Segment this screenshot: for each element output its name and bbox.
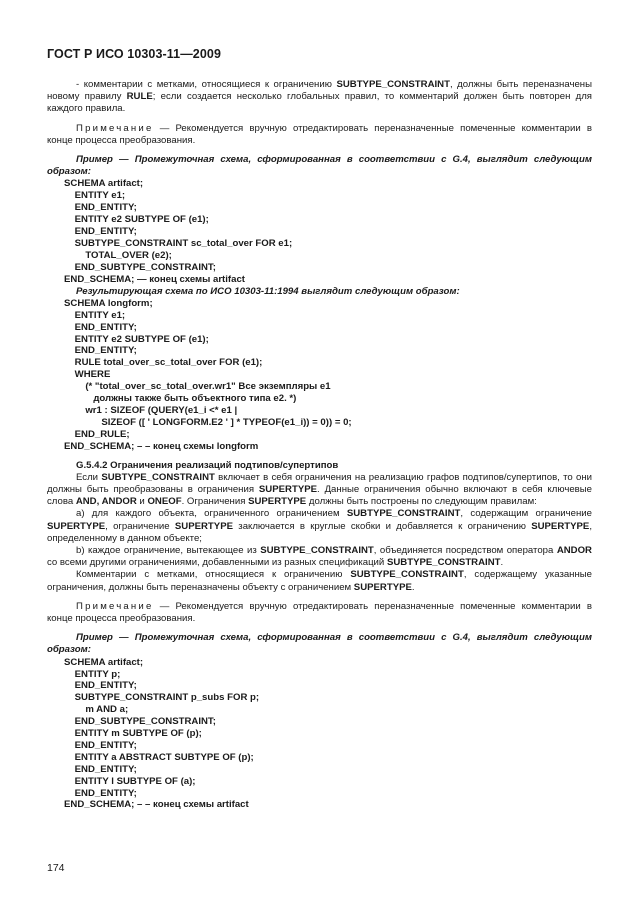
code-line: END_SUBTYPE_CONSTRAINT;	[64, 261, 216, 273]
example-2-intro: Пример — Промежуточная схема, сформированная в соответствии с G.4, выглядит следующим образом:	[47, 632, 592, 656]
code-line: ENTITY a ABSTRACT SUBTYPE OF (p);	[64, 751, 254, 763]
code-line: ENTITY l SUBTYPE OF (a);	[64, 775, 196, 787]
page-header: ГОСТ Р ИСО 10303-11—2009	[47, 47, 222, 61]
text-run: SUBTYPE_CONSTRAINT	[346, 508, 461, 520]
note-text: — Рекомендуется вручную отредактировать переназначенные помеченные комментарии в конце процесса преобразования.	[47, 122, 592, 146]
code-line: должны также быть объектного типа e2. *)	[64, 393, 297, 405]
code-line: END_ENTITY;	[64, 763, 137, 775]
code-line: END_ENTITY;	[64, 321, 137, 333]
text-run: b) каждое ограничение, вытекающее из	[76, 544, 261, 556]
text-run: .	[411, 581, 415, 593]
code-line: END_SCHEMA; – – конец схемы artifact	[64, 799, 249, 811]
text-run: , ограничение	[105, 520, 175, 532]
code-line: END_SUBTYPE_CONSTRAINT;	[64, 716, 216, 728]
code-line: END_ENTITY;	[64, 787, 137, 799]
code-line: END_SCHEMA; — конец схемы artifact	[64, 273, 245, 285]
result-intro: Результирующая схема по ИСО 10303-11:1994 выглядит следующим образом:	[76, 285, 460, 297]
text-run: SUBTYPE_CONSTRAINT	[386, 557, 501, 569]
text-run: SUPERTYPE	[531, 520, 590, 532]
text-run: , содержащему указанные ограничения, должны быть переназначены объекту с ограничением	[47, 569, 593, 593]
code-line: ENTITY e1;	[64, 190, 126, 202]
text-run: . Ограничения	[181, 496, 249, 508]
text-run: .	[500, 557, 504, 569]
text-run: SUPERTYPE	[248, 496, 307, 508]
text-run: ; если создается несколько глобальных правил, то комментарий должен быть повторен для каждого правила.	[47, 91, 592, 115]
text-run: SUBTYPE_CONSTRAINT	[336, 79, 450, 90]
text-run: , объединяется посредством оператора	[373, 544, 557, 556]
code-line: SCHEMA artifact;	[64, 656, 144, 668]
list-item-b	[47, 545, 592, 569]
section-paragraph-1	[47, 472, 592, 509]
text-run: SUBTYPE_CONSTRAINT	[101, 471, 215, 483]
page-content	[47, 79, 592, 811]
code-line: SUBTYPE_CONSTRAINT p_subs FOR p;	[64, 692, 260, 704]
text-run: SUBTYPE_CONSTRAINT	[260, 544, 374, 556]
text-run: RULE	[126, 91, 153, 103]
code-line: wr1 : SIZEOF (QUERY(e1_i <* e1 |	[64, 404, 238, 416]
code-listing-longform	[47, 298, 592, 453]
text-run: заключается в круглые скобки и добавляется к ограничению	[233, 520, 532, 532]
text-run: SUPERTYPE	[47, 520, 106, 532]
text-run: SUPERTYPE	[174, 520, 233, 532]
code-line: END_RULE;	[64, 428, 130, 440]
text-run: Если	[76, 471, 102, 483]
text-run: SUPERTYPE	[258, 483, 318, 495]
code-line: WHERE	[64, 369, 111, 381]
code-line: END_ENTITY;	[64, 739, 137, 751]
section-heading: G.5.4.2 Ограничения реализаций подтипов/супертипов	[76, 459, 339, 471]
paragraph-comments-reassign	[47, 79, 592, 116]
list-item-a	[47, 508, 592, 545]
text-run: . Данные ограничения обычно включают в себя ключевые слова	[47, 483, 592, 508]
code-line: SCHEMA longform;	[64, 297, 153, 309]
code-line: SCHEMA artifact;	[64, 178, 144, 190]
page-number: 174	[47, 862, 65, 874]
text-run: ANDOR	[556, 544, 592, 556]
text-run: и	[136, 496, 148, 508]
code-line: SUBTYPE_CONSTRAINT sc_total_over FOR e1;	[64, 237, 293, 249]
code-line: ENTITY e2 SUBTYPE OF (e1);	[64, 214, 209, 226]
text-run: Комментарии с метками, относящиеся к ограничению	[76, 569, 351, 581]
code-line: END_SCHEMA; – – конец схемы longform	[64, 440, 259, 452]
code-line: END_ENTITY;	[64, 345, 137, 357]
code-listing-artifact-2	[47, 657, 592, 812]
code-line: SIZEOF ([ ' LONGFORM.E2 ' ] * TYPEOF(e1_i)) = 0)) = 0;	[64, 416, 352, 428]
code-line: m AND a;	[64, 704, 129, 716]
code-line: ENTITY e1;	[64, 309, 126, 321]
text-run: , должны быть переназначены новому правилу	[47, 79, 593, 103]
text-run: а) для каждого объекта, ограниченного ограничением	[76, 508, 347, 520]
code-listing-artifact	[47, 178, 592, 285]
text-run: - комментарии с метками, относящиеся к ограничению	[76, 79, 337, 90]
code-line: ENTITY m SUBTYPE OF (p);	[64, 728, 202, 740]
text-run: ONEOF	[147, 496, 182, 508]
code-line: END_ENTITY;	[64, 202, 137, 214]
code-line: END_ENTITY;	[64, 680, 137, 692]
code-line: (* "total_over_sc_total_over.wr1" Все экземпляры e1	[64, 381, 331, 393]
example-1-intro: Пример — Промежуточная схема, сформированная в соответствии с G.4, выглядит следующим образом:	[47, 154, 592, 178]
code-line: ENTITY p;	[64, 668, 121, 680]
code-line: TOTAL_OVER (e2);	[64, 249, 172, 261]
note-text: — Рекомендуется вручную отредактировать переназначенные помеченные комментарии в конце процесса преобразования.	[47, 600, 592, 624]
text-run: со всеми другими ограничениями, добавленными из разных спецификаций	[47, 557, 387, 569]
text-run: SUPERTYPE	[353, 581, 412, 593]
note-2	[47, 601, 592, 625]
text-run: включает в себя ограничения на реализацию графов подтипов/супертипов, то они должны быть преобразованы в ограничения	[47, 471, 592, 495]
text-run: SUBTYPE_CONSTRAINT	[350, 569, 464, 581]
code-line: RULE total_over_sc_total_over FOR (e1);	[64, 357, 263, 369]
note-1	[47, 123, 592, 147]
text-run: должны быть построены по следующим правилам:	[306, 496, 537, 508]
code-line: ENTITY e2 SUBTYPE OF (e1);	[64, 333, 209, 345]
text-run: , содержащим ограничение	[460, 508, 592, 520]
code-line: END_ENTITY;	[64, 226, 137, 238]
section-paragraph-2	[47, 569, 592, 593]
note-label: Примечание	[76, 122, 154, 134]
text-run: , определенному в данном объекте;	[47, 520, 592, 544]
text-run: AND, ANDOR	[75, 496, 137, 508]
note-label: Примечание	[76, 600, 154, 612]
